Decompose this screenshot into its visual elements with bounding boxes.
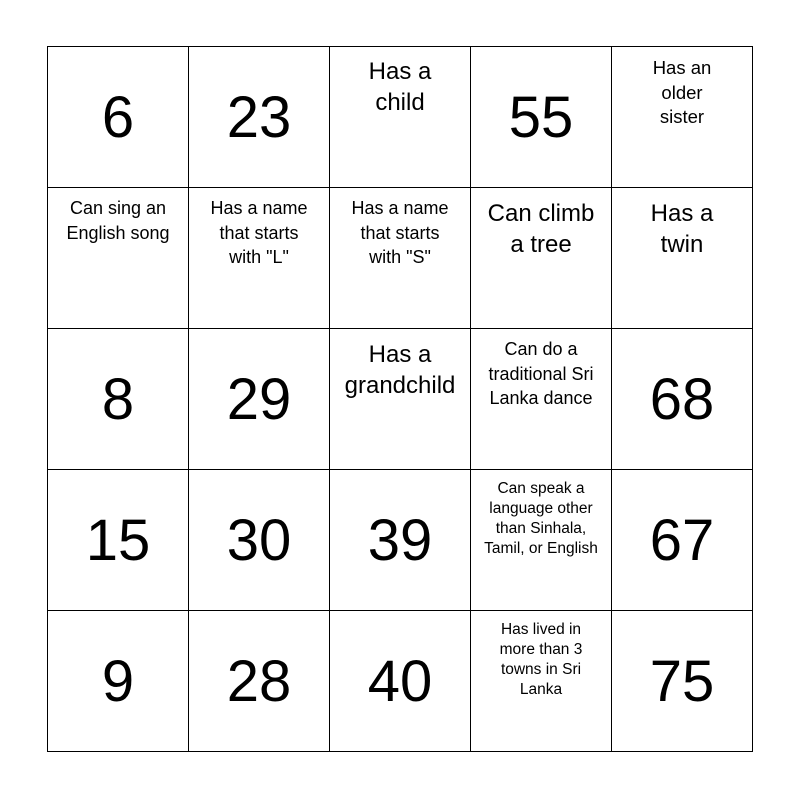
bingo-cell[interactable] — [330, 188, 471, 329]
bingo-cell[interactable] — [189, 329, 330, 470]
cell-prompt: Has a name that starts with "L" — [210, 198, 308, 267]
bingo-cell[interactable] — [189, 47, 330, 188]
cell-number: 23 — [226, 85, 292, 150]
cell-prompt: Has a child — [368, 58, 432, 116]
cell-prompt: Can do a traditional Sri Lanka dance — [488, 339, 594, 408]
cell-prompt: Has lived in more than 3 towns in Sri Lanka — [499, 621, 583, 698]
bingo-cell[interactable] — [612, 611, 753, 752]
cell-number: 67 — [649, 508, 715, 573]
cell-prompt: Can climb a tree — [487, 200, 595, 258]
bingo-cell[interactable] — [48, 611, 189, 752]
bingo-cell[interactable] — [612, 188, 753, 329]
cell-number: 8 — [101, 367, 135, 432]
bingo-cell[interactable] — [471, 611, 612, 752]
bingo-cell[interactable] — [189, 470, 330, 611]
cell-number: 39 — [367, 508, 433, 573]
bingo-cell[interactable] — [48, 329, 189, 470]
bingo-cell[interactable] — [189, 188, 330, 329]
bingo-cell[interactable] — [471, 47, 612, 188]
bingo-cell[interactable] — [48, 470, 189, 611]
cell-prompt: Has a grandchild — [344, 341, 456, 399]
cell-number: 75 — [649, 649, 715, 714]
bingo-cell[interactable] — [48, 188, 189, 329]
bingo-cell[interactable] — [48, 47, 189, 188]
cell-number: 29 — [226, 367, 292, 432]
cell-number: 6 — [101, 85, 135, 150]
bingo-cell[interactable] — [330, 47, 471, 188]
bingo-board — [47, 46, 753, 752]
cell-prompt: Has a twin — [650, 200, 714, 258]
cell-number: 68 — [649, 367, 715, 432]
cell-number: 30 — [226, 508, 292, 573]
cell-number: 9 — [101, 649, 135, 714]
cell-prompt: Has an older sister — [652, 57, 712, 127]
cell-number: 40 — [367, 649, 433, 714]
bingo-cell[interactable] — [612, 47, 753, 188]
cell-prompt: Can sing an English song — [66, 198, 170, 243]
bingo-cell[interactable] — [330, 470, 471, 611]
bingo-cell[interactable] — [612, 329, 753, 470]
bingo-cell[interactable] — [330, 611, 471, 752]
bingo-cell[interactable] — [471, 188, 612, 329]
cell-number: 28 — [226, 649, 292, 714]
bingo-cell[interactable] — [330, 329, 471, 470]
cell-prompt: Has a name that starts with "S" — [351, 198, 449, 267]
bingo-cell[interactable] — [471, 329, 612, 470]
cell-prompt: Can speak a language other than Sinhala, Tamil, or English — [484, 480, 598, 557]
bingo-cell[interactable] — [471, 470, 612, 611]
bingo-cell[interactable] — [189, 611, 330, 752]
bingo-cell[interactable] — [612, 470, 753, 611]
cell-number: 15 — [85, 508, 151, 573]
cell-number: 55 — [508, 85, 574, 150]
